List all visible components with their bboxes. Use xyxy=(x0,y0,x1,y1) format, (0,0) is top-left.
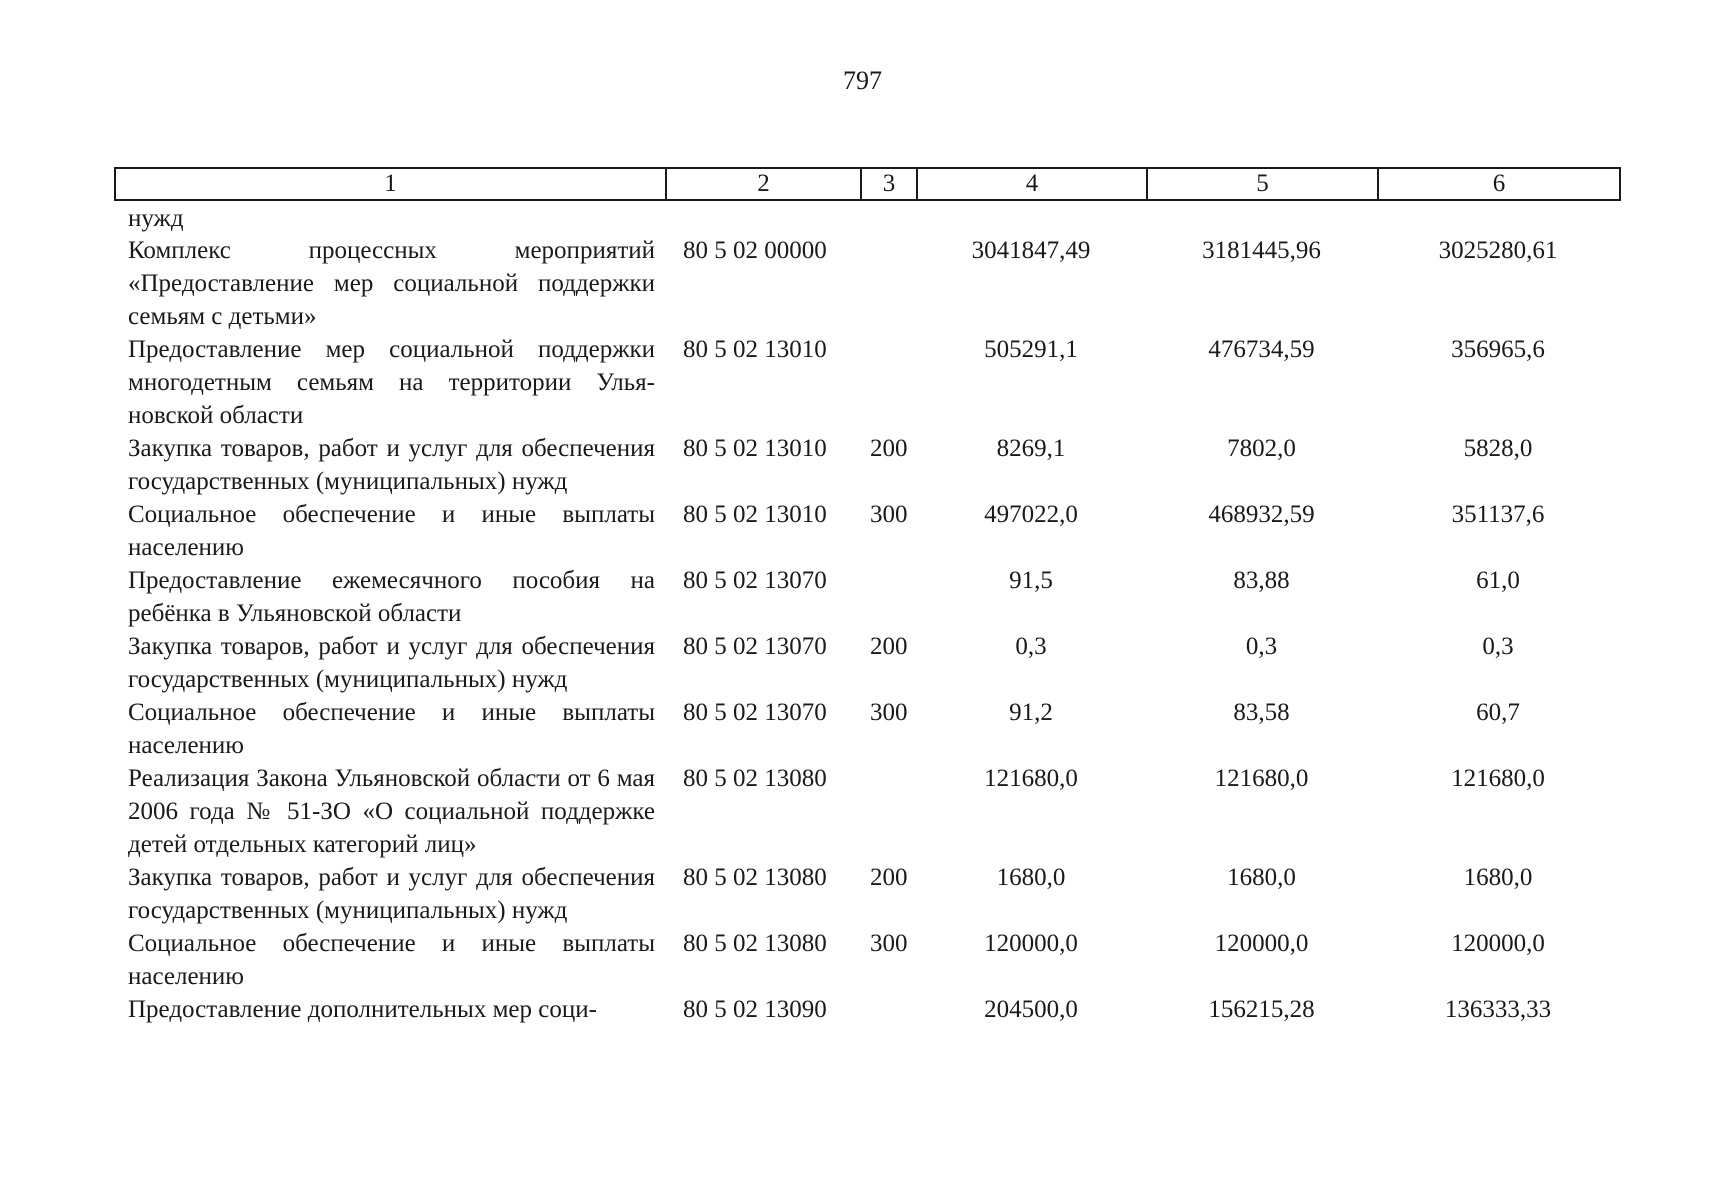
row-value-col4: 1680,0 xyxy=(996,864,1066,891)
row-value-col5: 83,58 xyxy=(1233,699,1290,726)
row-expense-type: 200 xyxy=(870,864,908,891)
row-value-col6: 5828,0 xyxy=(1463,435,1533,462)
table-row xyxy=(114,333,1619,432)
table-row xyxy=(114,234,1619,333)
row-name: Закупка товаров, работ и услуг для обеспечения государственных (муниципальных) нужд xyxy=(128,435,655,495)
table-row xyxy=(114,993,1619,1026)
row-value-col4: 120000,0 xyxy=(984,930,1078,957)
row-value-col6: 136333,33 xyxy=(1444,996,1552,1023)
continued-row xyxy=(114,204,1619,234)
budget-table xyxy=(114,204,1619,1026)
row-name: Социальное обеспечение и иные выплаты населению xyxy=(128,501,655,561)
row-value-col4: 91,5 xyxy=(1009,567,1053,594)
row-value-col5: 468932,59 xyxy=(1208,501,1315,528)
row-code: 80 5 02 00000 xyxy=(683,237,827,264)
table-row xyxy=(114,927,1619,993)
row-value-col6: 1680,0 xyxy=(1463,864,1533,891)
row-value-col6: 60,7 xyxy=(1476,699,1520,726)
row-code: 80 5 02 13010 xyxy=(683,435,827,462)
row-expense-type: 200 xyxy=(870,633,908,660)
row-value-col5: 121680,0 xyxy=(1214,765,1309,792)
row-value-col5: 7802,0 xyxy=(1227,435,1296,462)
row-name: Предоставление мер социальной поддержки многодетным семьям на территории Ульяновской области xyxy=(128,336,655,429)
table-row xyxy=(114,630,1619,696)
row-value-col4: 505291,1 xyxy=(984,336,1078,363)
row-code: 80 5 02 13090 xyxy=(683,996,827,1023)
row-expense-type xyxy=(860,564,916,630)
row-value-col6: 61,0 xyxy=(1476,567,1520,594)
row-code: 80 5 02 13080 xyxy=(683,930,827,957)
row-code: 80 5 02 13010 xyxy=(683,336,827,363)
column-header-3: 3 xyxy=(861,168,917,200)
row-value-col6: 356965,6 xyxy=(1451,336,1545,363)
row-name: Закупка товаров, работ и услуг для обеспечения государственных (муниципальных) нужд xyxy=(128,864,655,924)
row-value-col4: 3041847,49 xyxy=(971,237,1091,264)
table-row xyxy=(114,861,1619,927)
row-expense-type: 300 xyxy=(870,501,908,528)
column-header-2: 2 xyxy=(666,168,861,200)
column-header-table xyxy=(114,167,1621,201)
column-header-6: 6 xyxy=(1378,168,1620,200)
continued-text: нужд xyxy=(128,205,184,232)
row-value-col4: 0,3 xyxy=(1015,633,1047,660)
row-name: Закупка товаров, работ и услуг для обеспечения государственных (муниципальных) нужд xyxy=(128,633,655,693)
row-expense-type xyxy=(860,333,916,432)
table-row xyxy=(114,762,1619,861)
row-value-col5: 156215,28 xyxy=(1208,996,1315,1023)
row-name: Социальное обеспечение и иные выплаты населению xyxy=(128,699,655,759)
row-expense-type: 300 xyxy=(870,930,908,957)
row-value-col6: 3025280,61 xyxy=(1438,237,1558,264)
column-header-1: 1 xyxy=(115,168,666,200)
row-value-col4: 91,2 xyxy=(1009,699,1053,726)
row-name: Реализация Закона Ульяновской области от 6 мая 2006 года № 51-ЗО «О социальной поддержке детей отдельных категорий лиц» xyxy=(128,765,655,858)
table-body xyxy=(114,234,1619,1026)
row-code: 80 5 02 13070 xyxy=(683,699,827,726)
row-expense-type: 300 xyxy=(870,699,908,726)
row-expense-type: 200 xyxy=(870,435,908,462)
row-value-col6: 0,3 xyxy=(1482,633,1514,660)
row-expense-type xyxy=(860,993,916,1026)
row-code: 80 5 02 13070 xyxy=(683,633,827,660)
row-value-col4: 204500,0 xyxy=(984,996,1078,1023)
row-value-col5: 476734,59 xyxy=(1208,336,1315,363)
row-code: 80 5 02 13080 xyxy=(683,864,827,891)
row-expense-type xyxy=(860,234,916,333)
row-value-col5: 83,88 xyxy=(1233,567,1290,594)
row-name: Предоставление ежемесячного пособия на ребёнка в Ульяновской области xyxy=(128,567,655,627)
table-row xyxy=(114,696,1619,762)
row-value-col5: 0,3 xyxy=(1245,633,1278,660)
row-code: 80 5 02 13070 xyxy=(683,567,827,594)
row-value-col6: 351137,6 xyxy=(1451,501,1545,528)
page-number: 797 xyxy=(843,66,882,95)
row-value-col5: 1680,0 xyxy=(1227,864,1296,891)
row-value-col5: 120000,0 xyxy=(1214,930,1309,957)
table-row xyxy=(114,498,1619,564)
row-code: 80 5 02 13010 xyxy=(683,501,827,528)
row-value-col6: 120000,0 xyxy=(1451,930,1545,957)
column-header-row xyxy=(115,168,1620,200)
column-header-4: 4 xyxy=(917,168,1147,200)
row-value-col4: 8269,1 xyxy=(996,435,1066,462)
row-name: Предоставление дополнительных мер соци- xyxy=(128,996,597,1023)
row-value-col4: 121680,0 xyxy=(984,765,1078,792)
table-row xyxy=(114,432,1619,498)
row-code: 80 5 02 13080 xyxy=(683,765,827,792)
row-name: Социальное обеспечение и иные выплаты населению xyxy=(128,930,655,990)
column-header-5: 5 xyxy=(1147,168,1378,200)
row-value-col6: 121680,0 xyxy=(1451,765,1545,792)
row-expense-type xyxy=(860,762,916,861)
row-value-col4: 497022,0 xyxy=(984,501,1078,528)
table-row xyxy=(114,564,1619,630)
row-name: Комплекс процессных мероприятий «Предоставление мер социальной поддержки семьям с детьми» xyxy=(128,237,655,330)
row-value-col5: 3181445,96 xyxy=(1202,237,1321,264)
